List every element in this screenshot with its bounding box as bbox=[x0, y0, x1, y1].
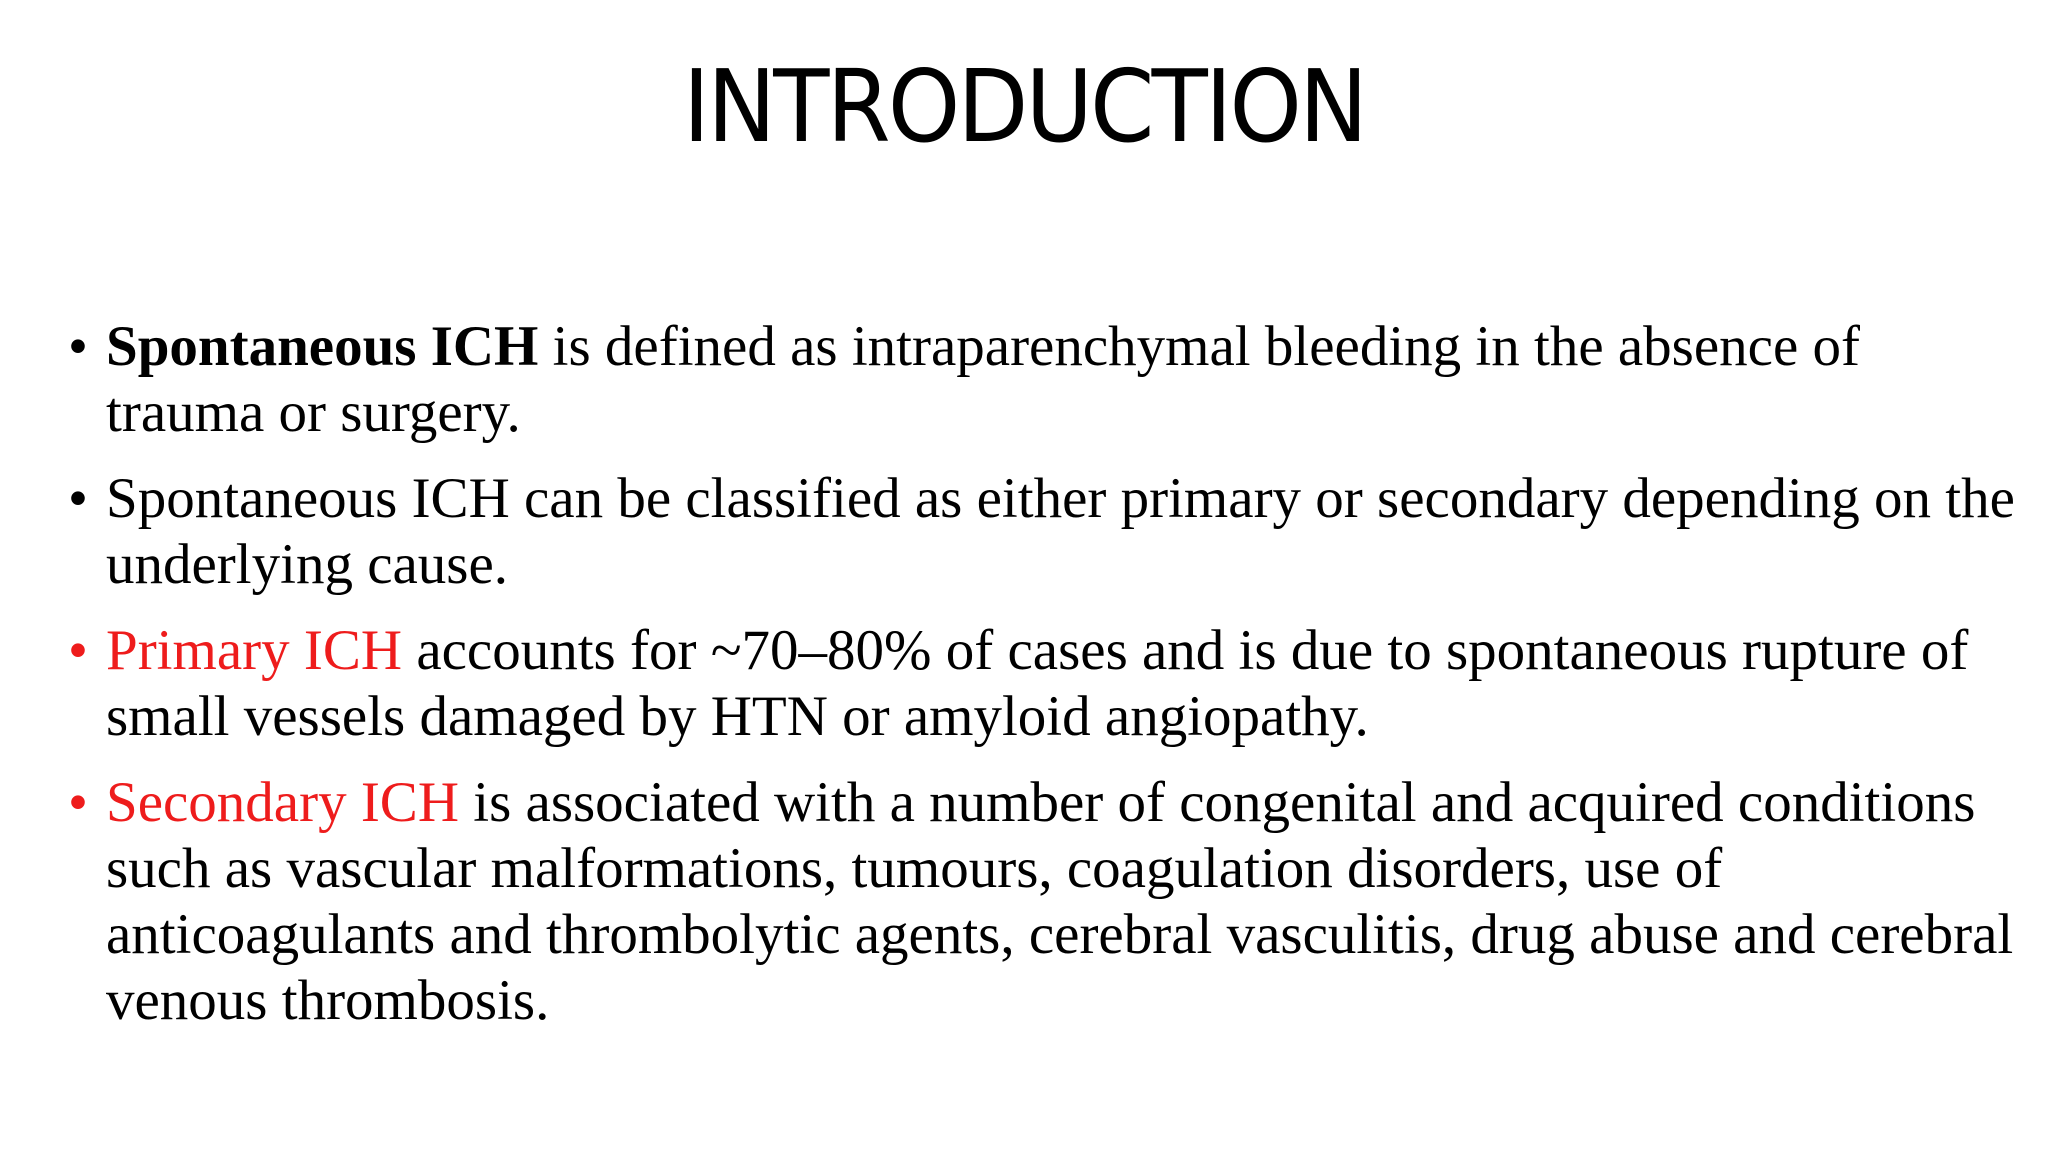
bullet-item bbox=[68, 618, 2028, 750]
bullet-list bbox=[68, 314, 2028, 1054]
bullet-item bbox=[68, 314, 2028, 446]
bullet-text: is associated with a number of congenital and acquired conditions such as vascular malformations, tumours, coagulation disorders, use of anticoagulants and thrombolytic agents, cerebral vasculitis, drug abuse and cerebral venous thrombosis. bbox=[106, 771, 2014, 1032]
bullet-text: accounts for ~70–80% of cases and is due to spontaneous rupture of small vessels damaged by HTN or amyloid angiopathy. bbox=[106, 619, 1969, 748]
slide-title: INTRODUCTION bbox=[682, 48, 1366, 165]
bullet-text: is defined as intraparenchymal bleeding in the absence of trauma or surgery. bbox=[106, 315, 1860, 444]
bullet-lead-term: Spontaneous ICH bbox=[106, 315, 539, 378]
bullet-dot: • bbox=[68, 619, 88, 682]
bullet-item bbox=[68, 770, 2028, 1034]
bullet-dot: • bbox=[68, 771, 88, 834]
bullet-lead-term: Primary ICH bbox=[106, 619, 403, 682]
bullet-text: Spontaneous ICH can be classified as either primary or secondary depending on the underlying cause. bbox=[106, 467, 2015, 596]
bullet-dot: • bbox=[68, 315, 88, 378]
bullet-item bbox=[68, 466, 2028, 598]
bullet-dot: • bbox=[68, 467, 88, 530]
bullet-lead-term: Secondary ICH bbox=[106, 771, 459, 834]
